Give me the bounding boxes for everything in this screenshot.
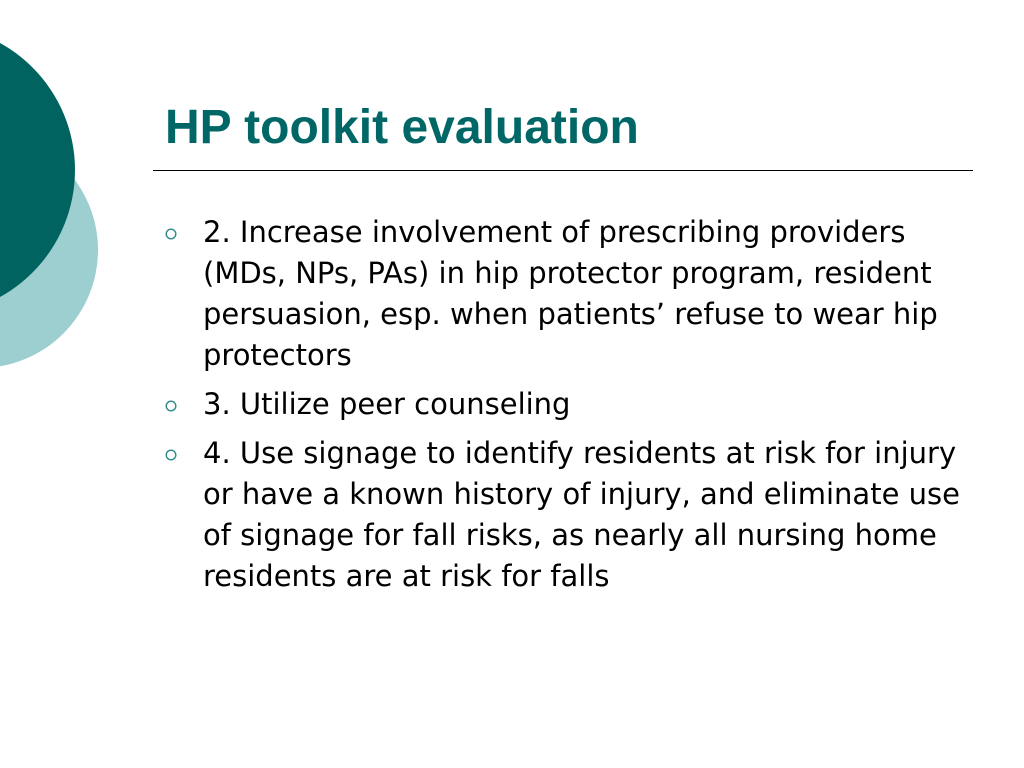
hollow-circle-bullet-icon bbox=[165, 400, 177, 412]
hollow-circle-bullet-icon bbox=[165, 228, 177, 240]
hollow-circle-bullet-icon bbox=[165, 449, 177, 461]
title-divider bbox=[153, 170, 973, 171]
decorative-circles bbox=[0, 0, 110, 420]
bullet-list bbox=[165, 212, 970, 605]
bullet-text: 2. Increase involvement of prescribing providers (MDs, NPs, PAs) in hip protector program, resident persuasion, esp. when patients’ refuse to wear hip protectors bbox=[203, 215, 938, 372]
slide-title: HP toolkit evaluation bbox=[165, 101, 639, 154]
bullet-item bbox=[165, 384, 970, 425]
bullet-item bbox=[165, 212, 970, 376]
bullet-text: 4. Use signage to identify residents at risk for injury or have a known history of injury, and eliminate use of signage for fall risks, as nearly all nursing home residents are at risk for falls bbox=[203, 436, 960, 593]
bullet-item bbox=[165, 433, 970, 597]
bullet-text: 3. Utilize peer counseling bbox=[203, 387, 571, 421]
